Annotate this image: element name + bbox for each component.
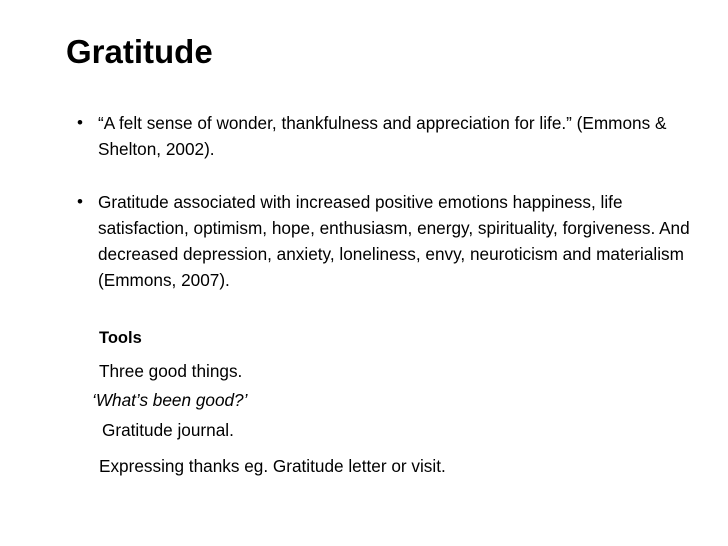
- tool-expressing-thanks: Expressing thanks eg. Gratitude letter or visit.: [99, 456, 446, 476]
- bullet-text-associations: Gratitude associated with increased positive emotions happiness, life satisfaction, optimism, hope, enthusiasm, energy, spirituality, forgiveness. And decreased depression, anxiety, loneliness, envy, neuroticism and materialism (Emmons, 2007).: [98, 192, 690, 290]
- slide-title: Gratitude: [66, 33, 213, 70]
- bullet-item: [77, 189, 707, 293]
- bullet-list: [77, 110, 707, 293]
- bullet-item: [77, 110, 707, 162]
- bullet-marker: •: [77, 192, 83, 211]
- tools-heading: Tools: [99, 329, 142, 347]
- tool-gratitude-journal: Gratitude journal.: [102, 420, 234, 440]
- tool-three-good-things: Three good things.: [99, 361, 243, 381]
- bullet-marker: •: [77, 113, 83, 132]
- tool-whats-been-good: ‘What’s been good?’: [92, 390, 248, 410]
- bullet-text-definition: “A felt sense of wonder, thankfulness and appreciation for life.” (Emmons & Shelton, 2002).: [98, 113, 667, 159]
